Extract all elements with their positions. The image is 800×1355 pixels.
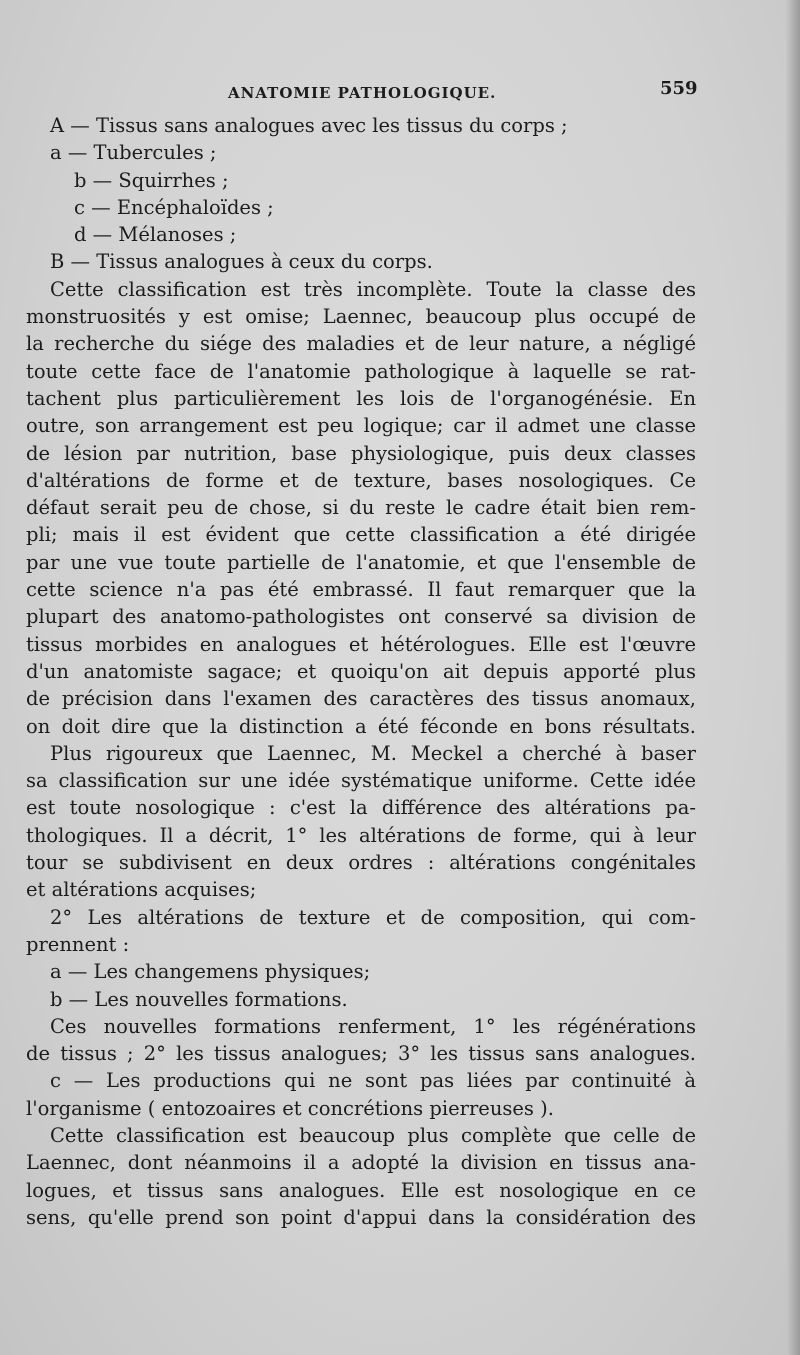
text-line: Plus rigoureux que Laennec, M. Meckel a cherché à baser: [50, 741, 696, 765]
text-line: plupart des anatomo-pathologistes ont conservé sa division de: [26, 605, 696, 629]
text-line: c — Les productions qui ne sont pas liées par continuité à: [50, 1069, 696, 1093]
text-line: prennent :: [26, 932, 130, 956]
text-line: a — Les changemens physiques;: [50, 960, 371, 984]
text-line: de tissus ; 2° les tissus analogues; 3° les tissus sans analogues.: [26, 1042, 696, 1066]
text-line: tissus morbides en analogues et hétérologues. Elle est l'œuvre: [26, 632, 696, 656]
text-line: sa classification sur une idée systématique uniforme. Cette idée: [26, 769, 696, 793]
text-line: Cette classification est beaucoup plus complète que celle de: [50, 1123, 696, 1147]
text-line: Cette classification est très incomplète. Toute la classe des: [50, 277, 696, 301]
text-line: défaut serait peu de chose, si du reste le cadre était bien rem-: [26, 496, 696, 520]
text-line: b — Squirrhes ;: [74, 168, 229, 192]
text-line: cette science n'a pas été embrassé. Il faut remarquer que la: [26, 578, 696, 602]
text-line: 2° Les altérations de texture et de composition, qui com-: [50, 905, 696, 929]
text-line: A — Tissus sans analogues avec les tissus du corps ;: [50, 114, 568, 137]
text-line: de lésion par nutrition, base physiologique, puis deux classes: [26, 441, 696, 465]
text-line: a — Tubercules ;: [50, 141, 217, 165]
text-line: de précision dans l'examen des caractères des tissus anomaux,: [26, 687, 696, 711]
text-line: monstruosités y est omise; Laennec, beaucoup plus occupé de: [26, 305, 696, 329]
page-edge-shadow: [786, 0, 800, 1355]
text-line: B — Tissus analogues à ceux du corps.: [50, 250, 433, 274]
text-line: toute cette face de l'anatomie pathologique à laquelle se rat-: [26, 359, 696, 383]
text-line: on doit dire que la distinction a été féconde en bons résultats.: [26, 714, 696, 738]
page-number: 559: [660, 78, 698, 99]
text-line: tour se subdivisent en deux ordres : altérations congénitales: [26, 851, 696, 875]
text-line: Ces nouvelles formations renferment, 1° les régénérations: [50, 1014, 696, 1038]
text-line: tachent plus particulièrement les lois de l'organogénésie. En: [26, 386, 696, 410]
text-line: outre, son arrangement est peu logique; car il admet une classe: [26, 414, 696, 438]
text-line: c — Encéphaloïdes ;: [74, 195, 274, 219]
text-line: sens, qu'elle prend son point d'appui dans la considération des: [26, 1205, 696, 1229]
page-header: [0, 78, 800, 108]
running-head: ANATOMIE PATHOLOGIQUE.: [228, 84, 497, 102]
text-line: logues, et tissus sans analogues. Elle est nosologique en ce: [26, 1178, 696, 1202]
text-line: d'un anatomiste sagace; et quoiqu'on ait depuis apporté plus: [26, 659, 696, 683]
page-body: [26, 112, 696, 1231]
text-line: l'organisme ( entozoaires et concrétions pierreuses ).: [26, 1096, 554, 1120]
text-line: pli; mais il est évident que cette classification a été dirigée: [26, 523, 696, 547]
text-line: et altérations acquises;: [26, 878, 257, 902]
text-line: b — Les nouvelles formations.: [50, 987, 348, 1011]
text-line: Laennec, dont néanmoins il a adopté la division en tissus ana-: [26, 1151, 696, 1175]
text-line: la recherche du siége des maladies et de leur nature, a négligé: [26, 332, 696, 356]
text-line: d'altérations de forme et de texture, bases nosologiques. Ce: [26, 468, 696, 492]
text-line: d — Mélanoses ;: [74, 223, 237, 247]
text-line: thologiques. Il a décrit, 1° les altérations de forme, qui à leur: [26, 823, 696, 847]
text-line: est toute nosologique : c'est la différence des altérations pa-: [26, 796, 696, 820]
text-line: par une vue toute partielle de l'anatomie, et que l'ensemble de: [26, 550, 696, 574]
